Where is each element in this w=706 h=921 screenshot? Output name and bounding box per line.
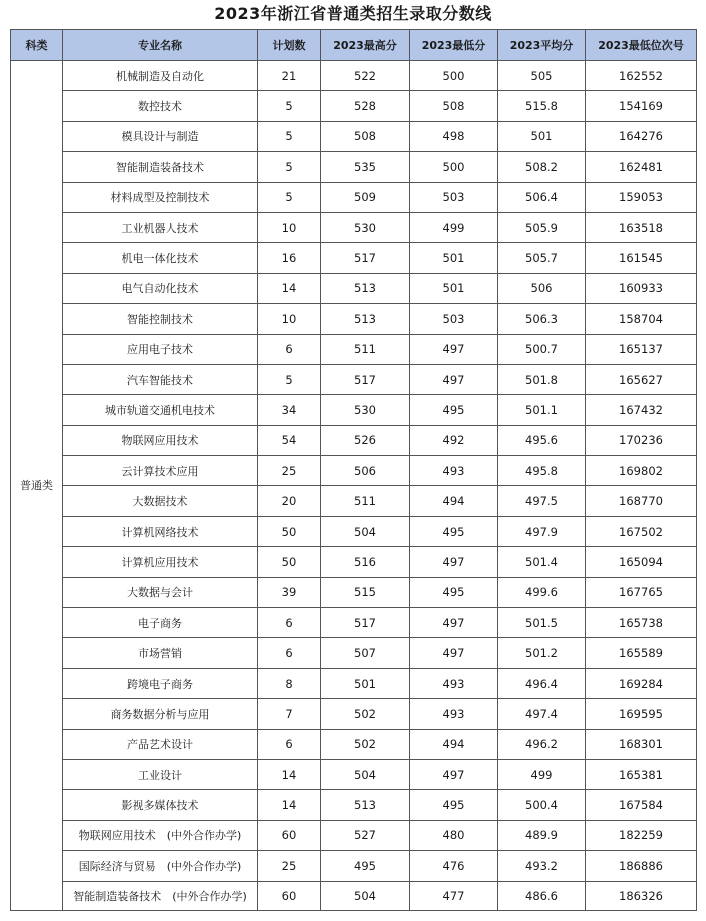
plan-count-cell: 50 [258,516,321,546]
max-score-cell: 513 [321,273,410,303]
min-score-cell: 492 [410,425,498,455]
min-rank-cell: 154169 [586,91,697,121]
plan-count-cell: 6 [258,729,321,759]
avg-score-cell: 505 [498,61,586,91]
header-plan-count: 计划数 [258,30,321,61]
plan-count-cell: 6 [258,334,321,364]
max-score-cell: 509 [321,182,410,212]
max-score-cell: 517 [321,243,410,273]
avg-score-cell: 500.4 [498,790,586,820]
major-name-cell: 物联网应用技术 [63,425,258,455]
major-name-cell: 电子商务 [63,608,258,638]
avg-score-cell: 493.2 [498,851,586,881]
table-row [11,577,697,607]
max-score-cell: 517 [321,608,410,638]
min-rank-cell: 186886 [586,851,697,881]
table-row [11,243,697,273]
min-rank-cell: 170236 [586,425,697,455]
plan-count-cell: 39 [258,577,321,607]
table-row [11,91,697,121]
min-rank-cell: 168770 [586,486,697,516]
table-row [11,152,697,182]
major-name-cell: 大数据技术 [63,486,258,516]
table-row [11,668,697,698]
plan-count-cell: 21 [258,61,321,91]
min-rank-cell: 169595 [586,699,697,729]
min-score-cell: 500 [410,152,498,182]
min-score-cell: 501 [410,273,498,303]
table-row [11,699,697,729]
min-score-cell: 495 [410,577,498,607]
min-score-cell: 501 [410,243,498,273]
min-score-cell: 495 [410,790,498,820]
table-body [11,61,697,911]
table-row [11,456,697,486]
major-name-cell: 工业设计 [63,759,258,789]
max-score-cell: 501 [321,668,410,698]
table-row [11,182,697,212]
min-score-cell: 480 [410,820,498,850]
min-rank-cell: 165738 [586,608,697,638]
plan-count-cell: 14 [258,790,321,820]
table-row [11,364,697,394]
header-avg-score: 2023平均分 [498,30,586,61]
major-name-cell: 数控技术 [63,91,258,121]
header-min-rank: 2023最低位次号 [586,30,697,61]
plan-count-cell: 5 [258,152,321,182]
min-score-cell: 497 [410,759,498,789]
major-name-cell: 影视多媒体技术 [63,790,258,820]
avg-score-cell: 495.8 [498,456,586,486]
min-rank-cell: 167584 [586,790,697,820]
major-name-cell: 云计算技术应用 [63,456,258,486]
min-score-cell: 497 [410,334,498,364]
major-name-cell: 电气自动化技术 [63,273,258,303]
table-row [11,608,697,638]
major-name-cell: 智能控制技术 [63,304,258,334]
major-name-cell: 物联网应用技术 (中外合作办学) [63,820,258,850]
max-score-cell: 506 [321,456,410,486]
plan-count-cell: 5 [258,182,321,212]
table-row [11,273,697,303]
min-score-cell: 493 [410,668,498,698]
major-name-cell: 计算机应用技术 [63,547,258,577]
avg-score-cell: 506 [498,273,586,303]
max-score-cell: 502 [321,729,410,759]
major-name-cell: 市场营销 [63,638,258,668]
avg-score-cell: 495.6 [498,425,586,455]
min-score-cell: 493 [410,699,498,729]
table-row [11,121,697,151]
min-rank-cell: 168301 [586,729,697,759]
min-score-cell: 476 [410,851,498,881]
plan-count-cell: 14 [258,273,321,303]
min-rank-cell: 161545 [586,243,697,273]
major-name-cell: 机械制造及自动化 [63,61,258,91]
min-score-cell: 503 [410,304,498,334]
min-rank-cell: 165627 [586,364,697,394]
major-name-cell: 材料成型及控制技术 [63,182,258,212]
table-row [11,881,697,910]
avg-score-cell: 496.2 [498,729,586,759]
avg-score-cell: 501.4 [498,547,586,577]
table-row [11,486,697,516]
header-min-score: 2023最低分 [410,30,498,61]
plan-count-cell: 10 [258,212,321,242]
table-row [11,547,697,577]
major-name-cell: 智能制造装备技术 [63,152,258,182]
avg-score-cell: 489.9 [498,820,586,850]
avg-score-cell: 508.2 [498,152,586,182]
max-score-cell: 517 [321,364,410,394]
major-name-cell: 产品艺术设计 [63,729,258,759]
avg-score-cell: 501 [498,121,586,151]
min-rank-cell: 165094 [586,547,697,577]
max-score-cell: 535 [321,152,410,182]
major-name-cell: 汽车智能技术 [63,364,258,394]
avg-score-cell: 506.3 [498,304,586,334]
avg-score-cell: 501.1 [498,395,586,425]
major-name-cell: 模具设计与制造 [63,121,258,151]
table-row [11,729,697,759]
max-score-cell: 530 [321,212,410,242]
min-rank-cell: 165589 [586,638,697,668]
min-score-cell: 495 [410,516,498,546]
plan-count-cell: 6 [258,638,321,668]
avg-score-cell: 497.9 [498,516,586,546]
max-score-cell: 495 [321,851,410,881]
max-score-cell: 515 [321,577,410,607]
plan-count-cell: 7 [258,699,321,729]
min-score-cell: 497 [410,364,498,394]
major-name-cell: 计算机网络技术 [63,516,258,546]
avg-score-cell: 505.9 [498,212,586,242]
avg-score-cell: 515.8 [498,91,586,121]
plan-count-cell: 60 [258,820,321,850]
plan-count-cell: 8 [258,668,321,698]
min-score-cell: 508 [410,91,498,121]
max-score-cell: 508 [321,121,410,151]
min-score-cell: 499 [410,212,498,242]
major-name-cell: 工业机器人技术 [63,212,258,242]
table-row [11,425,697,455]
avg-score-cell: 499.6 [498,577,586,607]
avg-score-cell: 501.5 [498,608,586,638]
avg-score-cell: 501.2 [498,638,586,668]
major-name-cell: 跨境电子商务 [63,668,258,698]
category-cell: 普通类 [11,61,63,911]
table-row [11,759,697,789]
table-row [11,395,697,425]
max-score-cell: 513 [321,304,410,334]
admission-score-table [10,29,697,911]
max-score-cell: 504 [321,881,410,910]
table-row [11,820,697,850]
max-score-cell: 513 [321,790,410,820]
plan-count-cell: 5 [258,364,321,394]
max-score-cell: 502 [321,699,410,729]
major-name-cell: 大数据与会计 [63,577,258,607]
plan-count-cell: 34 [258,395,321,425]
header-major-name: 专业名称 [63,30,258,61]
table-header-row [11,30,697,61]
min-rank-cell: 162481 [586,152,697,182]
min-rank-cell: 164276 [586,121,697,151]
min-score-cell: 498 [410,121,498,151]
header-category: 科类 [11,30,63,61]
min-rank-cell: 163518 [586,212,697,242]
table-row [11,516,697,546]
avg-score-cell: 486.6 [498,881,586,910]
max-score-cell: 511 [321,486,410,516]
max-score-cell: 530 [321,395,410,425]
min-rank-cell: 159053 [586,182,697,212]
min-rank-cell: 158704 [586,304,697,334]
plan-count-cell: 5 [258,91,321,121]
major-name-cell: 应用电子技术 [63,334,258,364]
min-rank-cell: 182259 [586,820,697,850]
plan-count-cell: 16 [258,243,321,273]
major-name-cell: 智能制造装备技术 (中外合作办学) [63,881,258,910]
plan-count-cell: 25 [258,851,321,881]
max-score-cell: 504 [321,759,410,789]
table-header [11,30,697,61]
min-rank-cell: 162552 [586,61,697,91]
table-row [11,334,697,364]
max-score-cell: 528 [321,91,410,121]
page-title: 2023年浙江省普通类招生录取分数线 [214,4,492,23]
table-row [11,851,697,881]
min-rank-cell: 167502 [586,516,697,546]
max-score-cell: 527 [321,820,410,850]
min-rank-cell: 167765 [586,577,697,607]
plan-count-cell: 54 [258,425,321,455]
table-row [11,212,697,242]
min-rank-cell: 186326 [586,881,697,910]
plan-count-cell: 6 [258,608,321,638]
min-score-cell: 494 [410,729,498,759]
plan-count-cell: 10 [258,304,321,334]
plan-count-cell: 14 [258,759,321,789]
plan-count-cell: 25 [258,456,321,486]
avg-score-cell: 497.5 [498,486,586,516]
avg-score-cell: 499 [498,759,586,789]
max-score-cell: 511 [321,334,410,364]
plan-count-cell: 60 [258,881,321,910]
avg-score-cell: 506.4 [498,182,586,212]
min-rank-cell: 160933 [586,273,697,303]
min-score-cell: 493 [410,456,498,486]
plan-count-cell: 50 [258,547,321,577]
max-score-cell: 526 [321,425,410,455]
min-score-cell: 497 [410,547,498,577]
table-row [11,61,697,91]
min-score-cell: 477 [410,881,498,910]
table-row [11,790,697,820]
major-name-cell: 商务数据分析与应用 [63,699,258,729]
min-score-cell: 494 [410,486,498,516]
min-score-cell: 503 [410,182,498,212]
avg-score-cell: 505.7 [498,243,586,273]
major-name-cell: 城市轨道交通机电技术 [63,395,258,425]
plan-count-cell: 20 [258,486,321,516]
avg-score-cell: 500.7 [498,334,586,364]
avg-score-cell: 501.8 [498,364,586,394]
table-row [11,638,697,668]
min-rank-cell: 167432 [586,395,697,425]
min-rank-cell: 169802 [586,456,697,486]
header-max-score: 2023最高分 [321,30,410,61]
max-score-cell: 522 [321,61,410,91]
table-row [11,304,697,334]
major-name-cell: 机电一体化技术 [63,243,258,273]
max-score-cell: 504 [321,516,410,546]
min-score-cell: 497 [410,638,498,668]
min-rank-cell: 169284 [586,668,697,698]
min-score-cell: 497 [410,608,498,638]
avg-score-cell: 497.4 [498,699,586,729]
avg-score-cell: 496.4 [498,668,586,698]
major-name-cell: 国际经济与贸易 (中外合作办学) [63,851,258,881]
min-score-cell: 500 [410,61,498,91]
min-rank-cell: 165137 [586,334,697,364]
min-rank-cell: 165381 [586,759,697,789]
max-score-cell: 507 [321,638,410,668]
max-score-cell: 516 [321,547,410,577]
min-score-cell: 495 [410,395,498,425]
plan-count-cell: 5 [258,121,321,151]
